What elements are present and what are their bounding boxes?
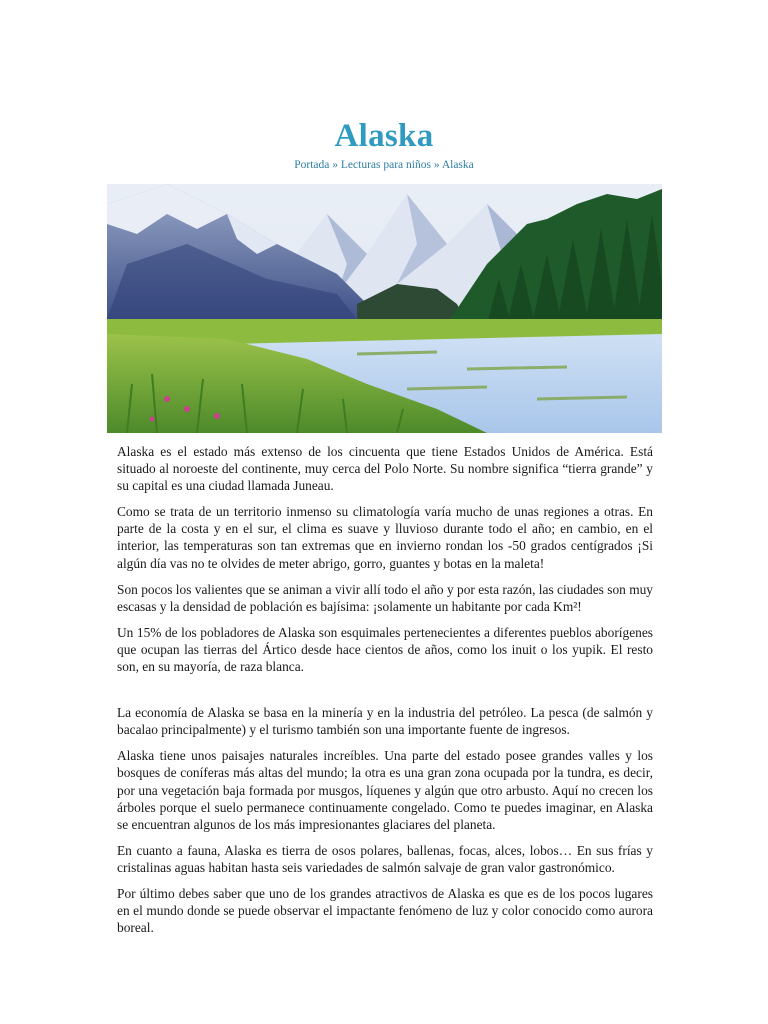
paragraph: Un 15% de los pobladores de Alaska son esquimales pertenecientes a diferentes pueblos aborígenes que ocupan las tierras del Ártico desde hace cientos de años, como los inuit o los yupik. El resto son, en su mayoría, de raza blanca. [117,624,653,675]
breadcrumb-separator: » [329,159,341,171]
landscape-illustration [107,184,662,433]
paragraph: Por último debes saber que uno de los grandes atractivos de Alaska es que es de los pocos lugares en el mundo donde se puede observar el impactante fenómeno de luz y color conocido como aurora boreal. [117,885,653,936]
paragraph: En cuanto a fauna, Alaska es tierra de osos polares, ballenas, focas, alces, lobos… En sus frías y cristalinas aguas habitan hasta seis variedades de salmón salvaje de gran valor gastronómico. [117,842,653,875]
breadcrumb [0,159,768,171]
paragraph: Como se trata de un territorio inmenso su climatología varía mucho de unas regiones a otras. En parte de la costa y en el sur, el clima es suave y lluvioso durante todo el año; en cambio, en el interior, las temperaturas son tan extremas que en invierno rondan los -50 grados centígrados ¡Si algún día vas no te olvides de meter abrigo, gorro, guantes y botas en la maleta! [117,504,653,571]
breadcrumb-item-home[interactable]: Portada [294,159,330,171]
paragraph: Alaska es el estado más extenso de los cincuenta que tiene Estados Unidos de América. Está situado al noroeste del continente, muy cerca del Polo Norte. Su nombre significa “tierra grande” y su capital es una ciudad llamada Juneau. [117,444,653,494]
breadcrumb-item-current: Alaska [441,159,474,171]
breadcrumb-item-readings[interactable]: Lecturas para niños [340,159,431,171]
paragraph: Son pocos los valientes que se animan a vivir allí todo el año y por esta razón, las ciudades son muy escasas y la densidad de población es bajísima: ¡solamente un habitante por cada Km²! [117,581,653,614]
paragraph: La economía de Alaska se basa en la minería y en la industria del petróleo. La pesca (de salmón y bacalao principalmente) y el turismo también son una importante fuente de ingresos. [117,705,653,738]
breadcrumb-separator: » [430,159,442,171]
article-body [117,443,653,945]
page-title: Alaska [334,118,434,154]
landscape-image [107,184,662,433]
paragraph: Alaska tiene unos paisajes naturales increíbles. Una parte del estado posee grandes valles y los bosques de coníferas más altas del mundo; la otra es una gran zona ocupada por la tundra, es decir, por una vegetación baja formada por musgos, líquenes y algún que otro arbusto. Aquí no crecen los árboles porque el suelo permanece continuamente congelado. Como te puedes imaginar, en Alaska se encuentran algunos de los más impresionantes glaciares del planeta. [117,748,653,832]
